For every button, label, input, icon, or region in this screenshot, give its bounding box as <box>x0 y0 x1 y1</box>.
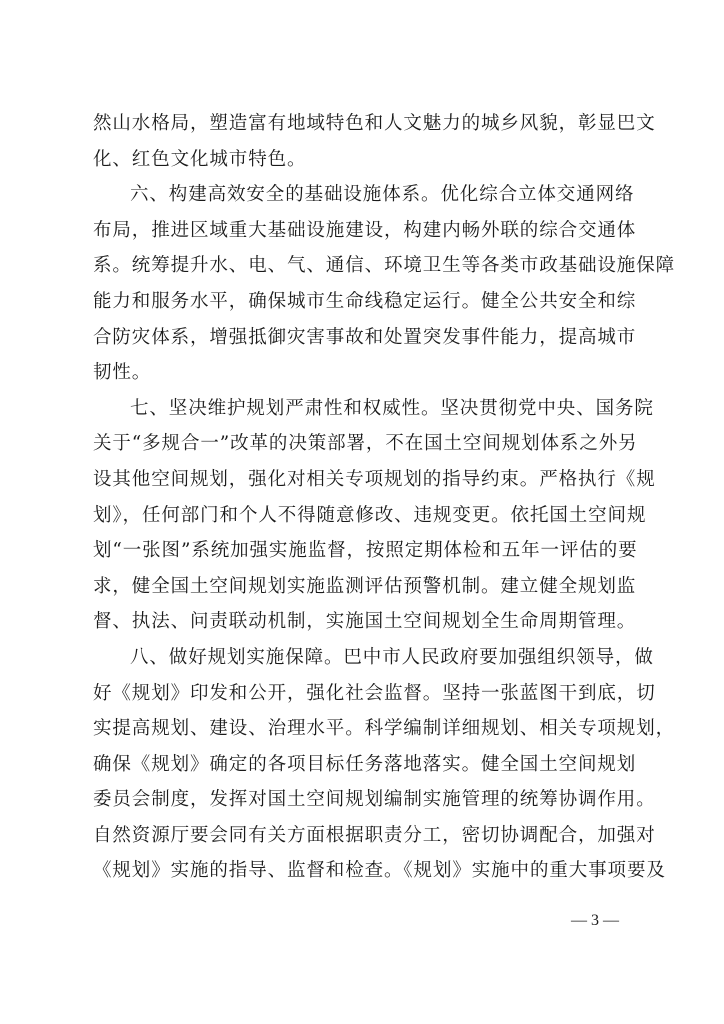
text-line: 设其他空间规划，强化对相关专项规划的指导约束。严格执行《规 <box>93 468 656 490</box>
section-eight-heading-line: 八、做好规划实施保障。巴中市人民政府要加强组织领导，做 <box>130 646 654 668</box>
text-line: 合防灾体系，增强抵御灾害事故和处置突发事件能力，提高城市 <box>93 326 637 348</box>
text-line: 委员会制度，发挥对国土空间规划编制实施管理的统筹协调作用。 <box>93 789 656 811</box>
page-number: — 3 — <box>571 912 619 929</box>
text-line: 督、执法、问责联动机制，实施国土空间规划全生命周期管理。 <box>93 611 637 633</box>
text-line: 好《规划》印发和公开，强化社会监督。坚持一张蓝图干到底，切 <box>93 682 656 704</box>
body-text <box>93 106 676 889</box>
text-line: 然山水格局，塑造富有地域特色和人文魅力的城乡风貌，彰显巴文 <box>93 113 656 134</box>
text-line: 《规划》实施的指导、监督和检查。《规划》实施中的重大事项要及 <box>93 860 666 882</box>
text-line: 实提高规划、建设、治理水平。科学编制详细规划、相关专项规划， <box>93 718 676 740</box>
section-seven-heading-line: 七、坚决维护规划严肃性和权威性。坚决贯彻党中央、国务院 <box>130 397 654 419</box>
text-line: 求，健全国土空间规划实施监测评估预警机制。建立健全规划监 <box>93 575 637 597</box>
text-line: 关于“多规合一”改革的决策部署，不在国土空间规划体系之外另 <box>93 433 638 455</box>
text-line: 自然资源厅要会同有关方面根据职责分工，密切协调配合，加强对 <box>93 824 656 846</box>
text-line: 划“一张图”系统加强实施监督，按照定期体检和五年一评估的要 <box>93 540 638 562</box>
text-line: 确保《规划》确定的各项目标任务落地落实。健全国土空间规划 <box>93 753 637 775</box>
section-six-heading-line: 六、构建高效安全的基础设施体系。优化综合立体交通网络 <box>130 184 635 206</box>
text-line: 系。统筹提升水、电、气、通信、环境卫生等各类市政基础设施保障 <box>93 255 676 277</box>
text-line: 划》，任何部门和个人不得随意修改、违规变更。依托国土空间规 <box>93 504 647 526</box>
text-line: 化、红色文化城市特色。 <box>93 148 307 170</box>
text-line: 能力和服务水平，确保城市生命线稳定运行。健全公共安全和综 <box>93 290 637 312</box>
text-line: 韧性。 <box>93 362 152 384</box>
text-line: 布局，推进区域重大基础设施建设，构建内畅外联的综合交通体 <box>93 219 637 241</box>
